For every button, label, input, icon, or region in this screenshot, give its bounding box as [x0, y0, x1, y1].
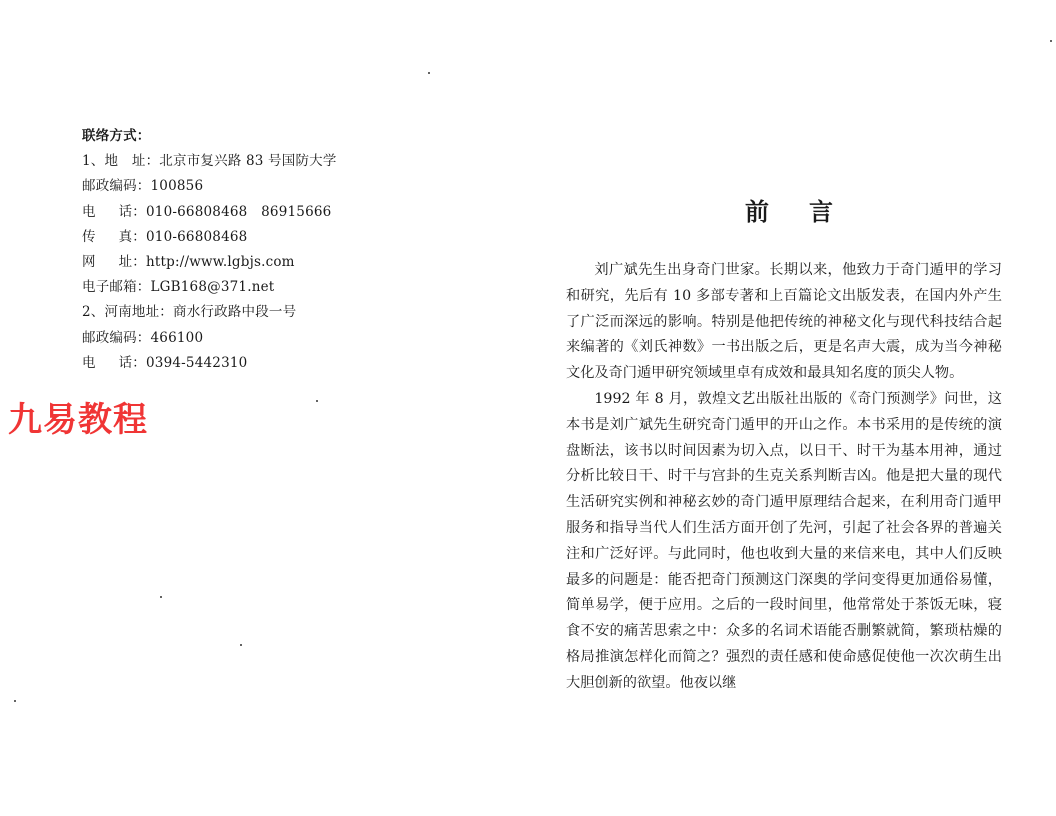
email-value: LGB168@371.net: [150, 279, 275, 296]
postcode-label: 邮政编码：: [82, 178, 151, 195]
contact-heading: 联络方式：: [82, 128, 151, 144]
web-value: http://www.lgbjs.com: [146, 254, 295, 271]
phone-label: [82, 200, 146, 225]
contact-address-beijing: [82, 149, 502, 174]
watermark-logo: 九易教程: [8, 400, 148, 440]
contact-website: [82, 250, 502, 275]
phone-value: 010-66808468 86915666: [146, 203, 332, 220]
henan-phone-label-char: 话：: [118, 354, 146, 371]
scan-speck: [14, 700, 16, 702]
scan-speck: [240, 644, 242, 646]
contact-fax: [82, 225, 502, 250]
scan-speck: [1050, 40, 1052, 42]
page-title: 前言: [745, 198, 873, 226]
contact-address-henan: [82, 300, 502, 325]
henan-phone-label-char: 电: [82, 354, 96, 371]
contact-postcode-henan: [82, 326, 502, 351]
phone-label-char: 话：: [118, 203, 146, 220]
contact-email: [82, 275, 502, 300]
scan-speck: [316, 400, 318, 402]
contact-phone-beijing: [82, 200, 502, 225]
preface-body: [566, 258, 1002, 697]
web-label-char: 网: [82, 254, 96, 271]
henan-phone-value: 0394-5442310: [146, 354, 248, 371]
fax-value: 010-66808468: [146, 228, 248, 245]
fax-label: [82, 225, 146, 250]
henan-postcode-value: 466100: [150, 329, 204, 346]
preface-paragraph-1: 刘广斌先生出身奇门世家。长期以来，他致力于奇门遁甲的学习和研究，先后有 10 多部专著和上百篇论文出版发表，在国内外产生了广泛而深远的影响。特别是他把传统的神秘文化与现代科技结合起来编著的《刘氏神数》一书出版之后，更是名声大震，成为当今神秘文化及奇门遁甲研究领域里卓有成效和最具知名度的顶尖人物。: [566, 262, 1002, 382]
contact-phone-henan: [82, 351, 502, 376]
contact-block: [82, 124, 502, 376]
fax-label-char: 传: [82, 228, 96, 245]
web-label: [82, 250, 146, 275]
contact-postcode-beijing: [82, 174, 502, 199]
postcode-value: 100856: [150, 178, 204, 195]
fax-label-char: 真：: [118, 228, 146, 245]
scan-speck: [428, 72, 430, 74]
address-label: 1、地 址：: [82, 153, 160, 170]
scan-speck: [160, 596, 162, 598]
henan-address-label: 2、河南地址：: [82, 304, 173, 321]
henan-address-value: 商水行政路中段一号: [173, 304, 297, 321]
preface-paragraph-2: 1992 年 8 月，敦煌文艺出版社出版的《奇门预测学》问世，这本书是刘广斌先生研究奇门遁甲的开山之作。本书采用的是传统的演盘断法，该书以时间因素为切入点，以日干、时干为基本用神，通过分析比较日干、时干与宫卦的生克关系判断吉凶。他是把大量的现代生活研究实例和神秘玄妙的奇门遁甲原理结合起来，在利用奇门遁甲服务和指导当代人们生活方面开创了先河，引起了社会各界的普遍关注和广泛好评。与此同时，他也收到大量的来信来电，其中人们反映最多的问题是：能否把奇门预测这门深奥的学问变得更加通俗易懂，简单易学，便于应用。之后的一段时间里，他常常处于茶饭无味，寝食不安的痛苦思索之中：众多的名词术语能否删繁就简，繁琐枯燥的格局推演怎样化而简之？强烈的责任感和使命感促使他一次次萌生出大胆创新的欲望。他夜以继: [566, 390, 1002, 691]
henan-phone-label: [82, 351, 146, 376]
email-label: 电子邮箱：: [82, 279, 151, 296]
henan-postcode-label: 邮政编码：: [82, 329, 151, 346]
web-label-char: 址：: [118, 254, 146, 271]
phone-label-char: 电: [82, 203, 96, 220]
address-value: 北京市复兴路 83 号国防大学: [159, 153, 337, 170]
